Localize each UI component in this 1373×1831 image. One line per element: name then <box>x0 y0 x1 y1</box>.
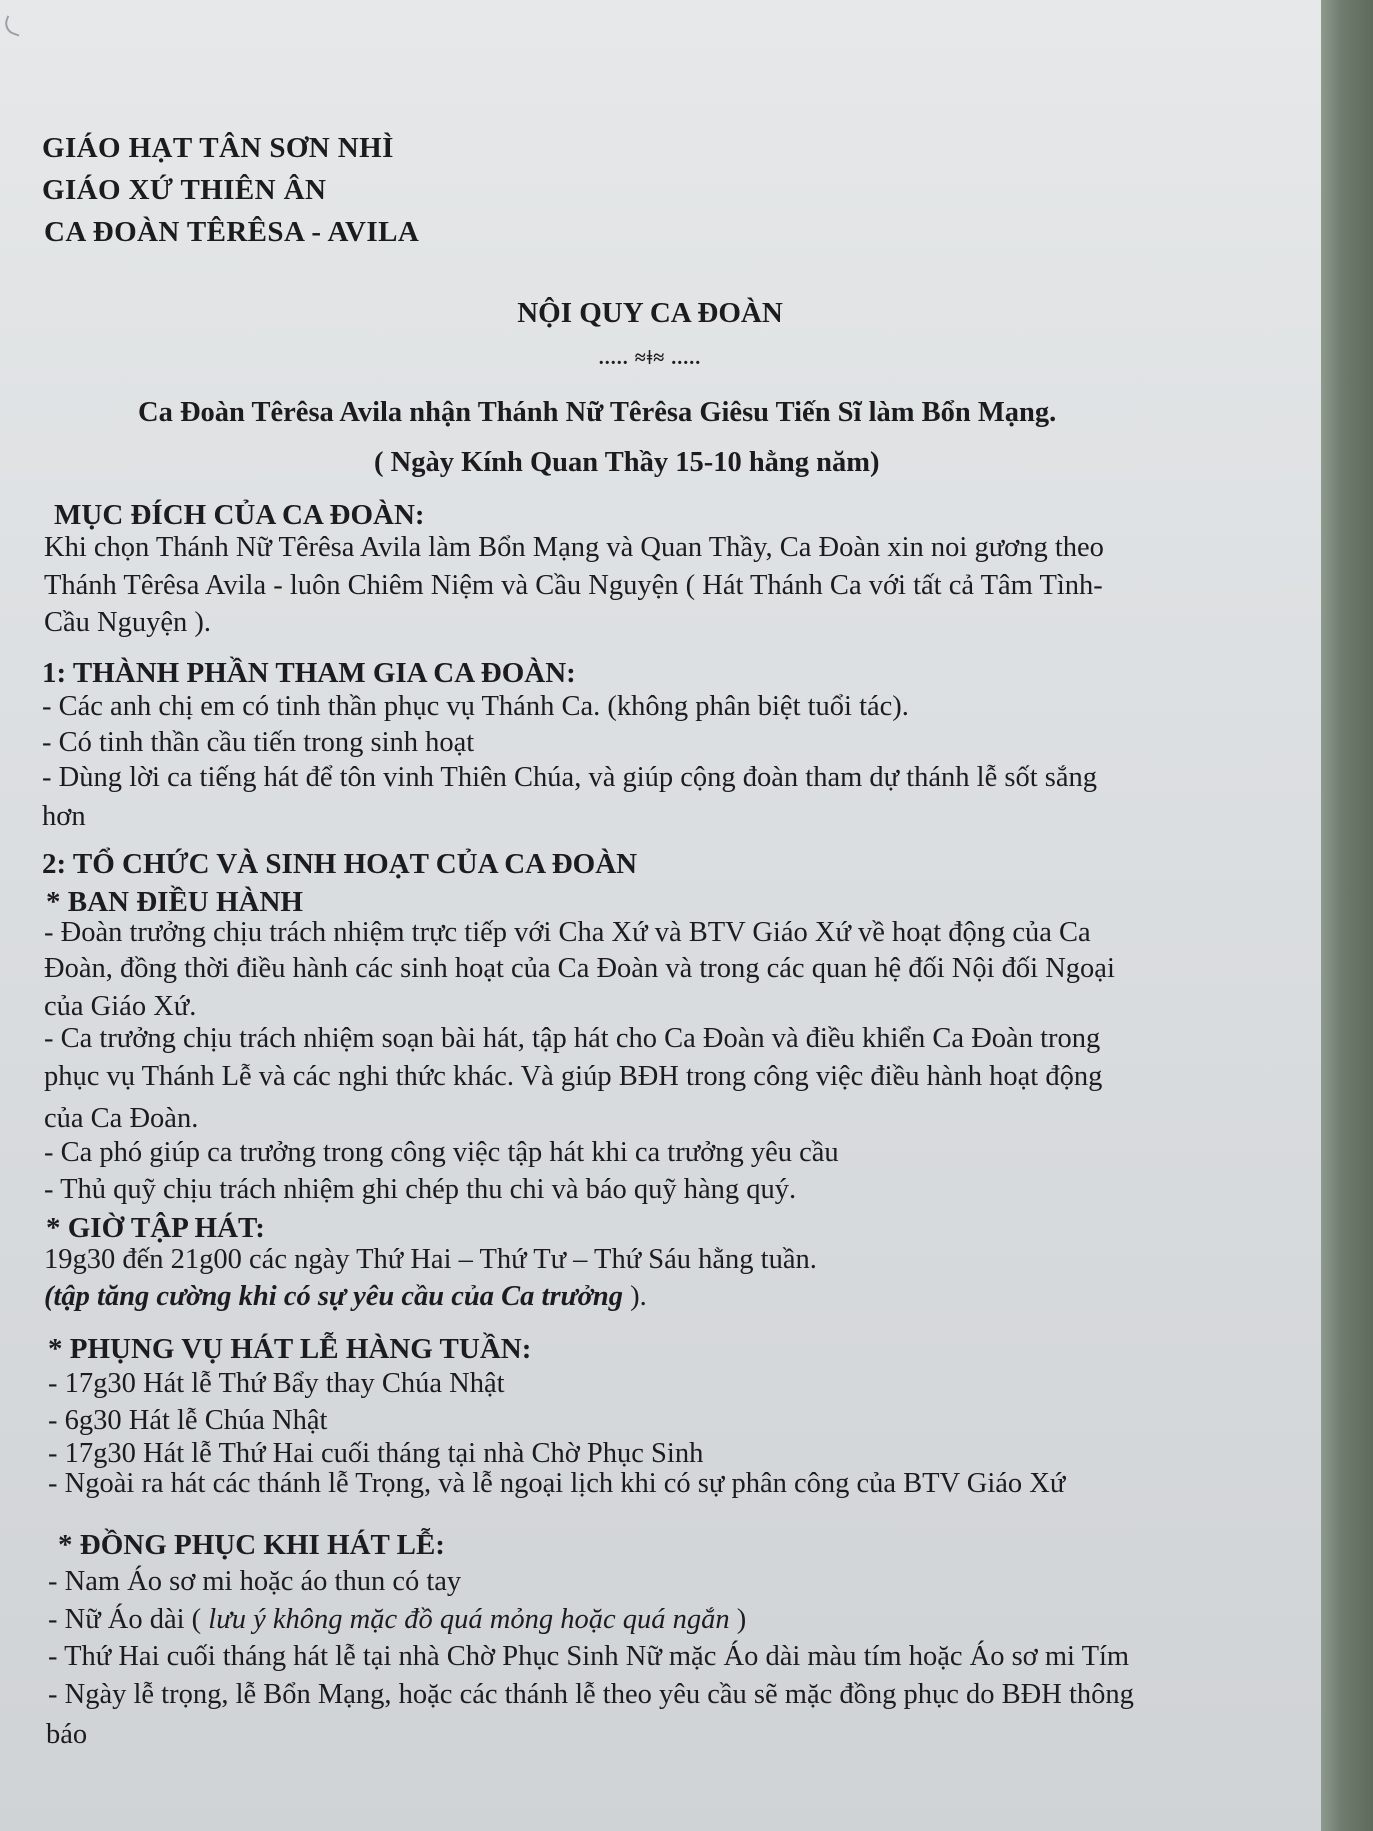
uniform-line: - Thứ Hai cuối tháng hát lễ tại nhà Chờ Phục Sinh Nữ mặc Áo dài màu tím hoặc Áo sơ mi Tím <box>48 1641 1130 1672</box>
uniform-line: báo <box>46 1719 88 1750</box>
service-line: - 6g30 Hát lễ Chúa Nhật <box>48 1405 328 1436</box>
purpose-heading: MỤC ĐÍCH CỦA CA ĐOÀN: <box>54 499 425 531</box>
board-line: Đoàn, đồng thời điều hành các sinh hoạt của Ca Đoàn và trong các quan hệ đối Nội đối Ngoại <box>44 953 1115 984</box>
section1-line: - Có tinh thần cầu tiến trong sinh hoạt <box>42 727 475 758</box>
purpose-line: Khi chọn Thánh Nữ Têrêsa Avila làm Bổn Mạng và Quan Thầy, Ca Đoàn xin noi gương theo <box>44 532 1104 563</box>
section2-heading: 2: TỔ CHỨC VÀ SINH HOẠT CỦA CA ĐOÀN <box>42 848 638 880</box>
uniform-heading: * ĐỒNG PHỤC KHI HÁT LỄ: <box>58 1529 445 1561</box>
purpose-line: Cầu Nguyện ). <box>44 607 212 638</box>
section1-heading: 1: THÀNH PHẦN THAM GIA CA ĐOÀN: <box>42 657 576 689</box>
board-line: - Ca trưởng chịu trách nhiệm soạn bài hát, tập hát cho Ca Đoàn và điều khiển Ca Đoàn trong <box>44 1023 1101 1054</box>
practice-note-text: (tập tăng cường khi có sự yêu cầu của Ca trưởng <box>44 1281 631 1312</box>
feast-day: ( Ngày Kính Quan Thầy 15-10 hằng năm) <box>374 447 880 478</box>
purpose-line: Thánh Têrêsa Avila - luôn Chiêm Niệm và Cầu Nguyện ( Hát Thánh Ca với tất cả Tâm Tình- <box>44 570 1103 601</box>
header-choir: CA ĐOÀN TÊRÊSA - AVILA <box>44 216 420 248</box>
uniform-line <box>48 1603 746 1637</box>
board-line: - Ca phó giúp ca trưởng trong công việc tập hát khi ca trưởng yêu cầu <box>44 1137 839 1168</box>
page-title: NỘI QUY CA ĐOÀN <box>517 297 783 329</box>
board-line: của Giáo Xứ. <box>44 991 197 1022</box>
title-ornament: ..... ≈ǂ≈ ..... <box>598 347 702 369</box>
service-heading: * PHỤNG VỤ HÁT LỄ HÀNG TUẦN: <box>48 1333 532 1365</box>
section1-line: - Các anh chị em có tinh thần phục vụ Thánh Ca. (không phân biệt tuổi tác). <box>42 691 909 722</box>
section1-line: hơn <box>42 801 86 832</box>
service-line: - 17g30 Hát lễ Thứ Bẩy thay Chúa Nhật <box>48 1368 505 1399</box>
uniform-women-note: lưu ý không mặc đồ quá mỏng hoặc quá ngắn <box>208 1604 730 1635</box>
uniform-line: - Ngày lễ trọng, lễ Bổn Mạng, hoặc các thánh lễ theo yêu cầu sẽ mặc đồng phục do BĐH thông <box>48 1679 1134 1710</box>
header-deanery: GIÁO HẠT TÂN SƠN NHÌ <box>42 132 394 164</box>
uniform-women-suffix: ) <box>729 1604 747 1635</box>
header-parish: GIÁO XỨ THIÊN ÂN <box>42 174 327 206</box>
uniform-women-prefix: - Nữ Áo dài ( <box>48 1604 209 1635</box>
practice-heading: * GIỜ TẬP HÁT: <box>46 1212 265 1244</box>
page-curl-mark <box>2 15 24 36</box>
board-heading: * BAN ĐIỀU HÀNH <box>46 886 303 918</box>
service-line: - Ngoài ra hát các thánh lễ Trọng, và lễ ngoại lịch khi có sự phân công của BTV Giáo Xứ <box>48 1468 1066 1499</box>
board-line: phục vụ Thánh Lễ và các nghi thức khác. Và giúp BĐH trong công việc điều hành hoạt động <box>44 1061 1103 1092</box>
practice-schedule: 19g30 đến 21g00 các ngày Thứ Hai – Thứ Tư – Thứ Sáu hằng tuần. <box>44 1244 817 1275</box>
patron-statement: Ca Đoàn Têrêsa Avila nhận Thánh Nữ Têrêsa Giêsu Tiến Sĩ làm Bổn Mạng. <box>138 397 1057 428</box>
board-line: - Đoàn trưởng chịu trách nhiệm trực tiếp với Cha Xứ và BTV Giáo Xứ về hoạt động của Ca <box>44 917 1091 948</box>
board-line: của Ca Đoàn. <box>44 1103 199 1134</box>
practice-note <box>44 1280 647 1314</box>
section1-line: - Dùng lời ca tiếng hát để tôn vinh Thiên Chúa, và giúp cộng đoàn tham dự thánh lễ sốt sắng <box>42 762 1098 793</box>
board-line: - Thủ quỹ chịu trách nhiệm ghi chép thu chi và báo quỹ hàng quý. <box>44 1174 797 1205</box>
background-surface <box>1321 0 1373 1831</box>
service-line: - 17g30 Hát lễ Thứ Hai cuối tháng tại nhà Chờ Phục Sinh <box>48 1438 704 1469</box>
practice-note-end: ). <box>630 1281 647 1312</box>
uniform-line: - Nam Áo sơ mi hoặc áo thun có tay <box>48 1566 462 1597</box>
